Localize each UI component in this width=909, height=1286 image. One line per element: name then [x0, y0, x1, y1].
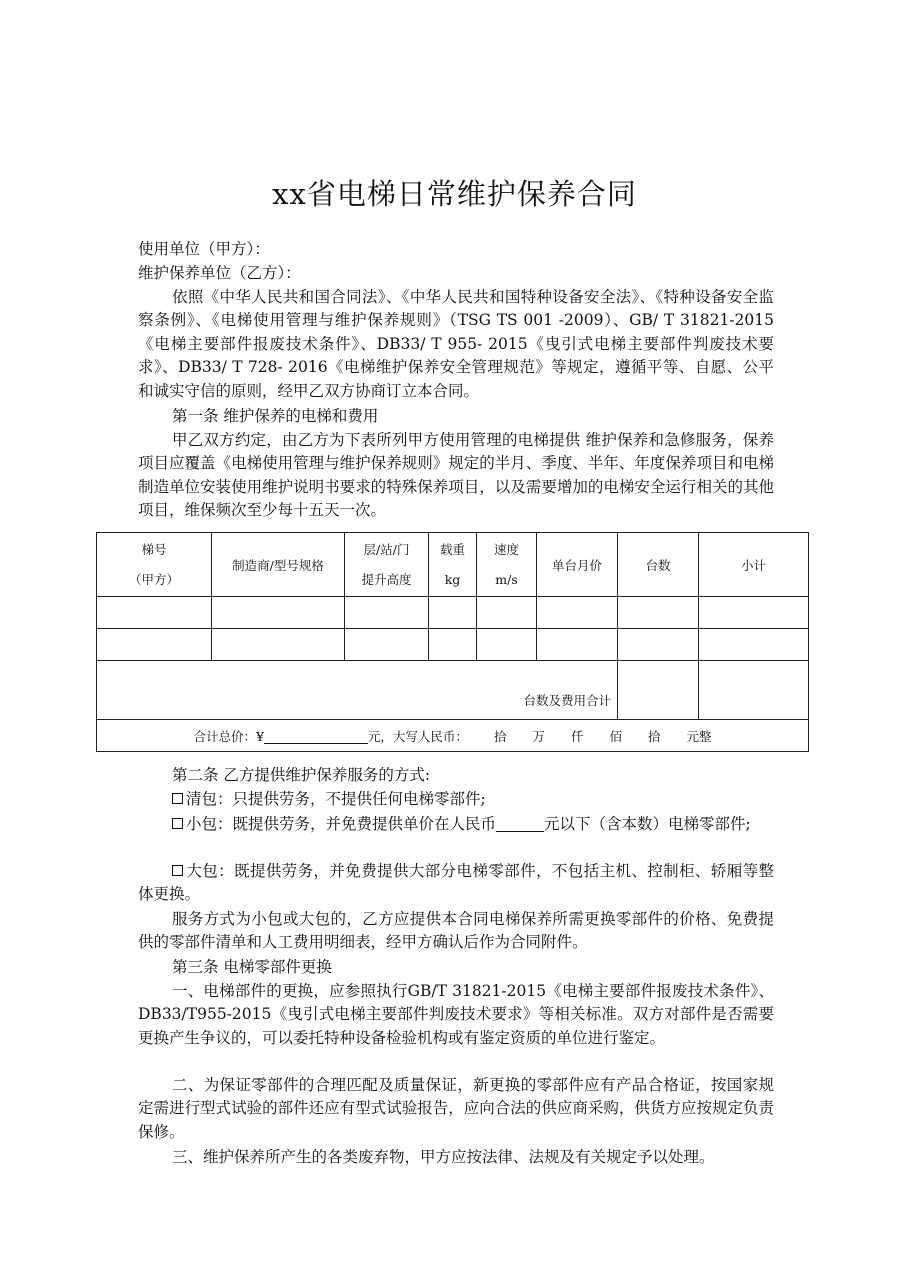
table-row: [97, 629, 809, 661]
summary-label: 台数及费用合计: [97, 661, 618, 720]
table-cell[interactable]: [699, 597, 809, 629]
table-cell[interactable]: [477, 597, 537, 629]
article1-heading: 第一条 维护保养的电梯和费用: [172, 407, 379, 425]
header-count: 台数: [618, 533, 699, 597]
checkbox-icon[interactable]: [172, 818, 183, 829]
total-amount-blank[interactable]: [264, 729, 368, 744]
unit-wan: 万: [532, 728, 545, 744]
article3-p3: 三、维护保养所产生的各类废弃物，甲方应按法律、法规及有关规定予以处理。: [172, 1148, 715, 1166]
elevator-fee-table: [96, 532, 809, 752]
table-cell[interactable]: [618, 629, 699, 661]
table-row: [97, 597, 809, 629]
option-clean-package: 清包：只提供劳务，不提供任何电梯零部件;: [138, 788, 774, 811]
header-manufacturer: 制造商/型号规格: [212, 533, 345, 597]
party-b-line: 维护保养单位（乙方）：: [138, 264, 301, 282]
total-price-cell: 合计总价：¥ 元，大写人民币： 拾 万 仟 佰 拾 元整: [97, 720, 809, 752]
article3-heading: 第三条 电梯零部件更换: [172, 958, 332, 976]
table-header-row: [97, 533, 809, 597]
article3-p1: 一、电梯部件的更换，应参照执行GB/T 31821-2015《电梯主要部件报废技术条件》、DB33/T955-2015《曳引式电梯主要部件判废技术要求》等相关标准。双方对部件是否需要更换产生争议的，可以委托特种设备检验机构或有鉴定资质的单位进行鉴定。: [138, 982, 774, 1047]
option-full-package: 大包：既提供劳务，并免费提供大部分电梯零部件，不包括主机、控制柜、轿厢等整体更换。: [138, 862, 774, 904]
header-floors: 层/站/门 提升高度: [345, 533, 429, 597]
header-load: 载重 kg: [429, 533, 477, 597]
header-elevator-no: 梯号 （甲方）: [97, 533, 212, 597]
price-limit-blank[interactable]: [496, 817, 544, 832]
table-cell[interactable]: [429, 629, 477, 661]
article2-note: 服务方式为小包或大包的，乙方应提供本合同电梯保养所需更换零部件的价格、免费提供的零部件清单和人工费用明细表，经甲方确认后作为合同附件。: [138, 910, 774, 952]
table-cell[interactable]: [212, 629, 345, 661]
option-small-package: 小包：既提供劳务，并免费提供单价在人民币 元以下（含本数）电梯零部件;: [138, 813, 774, 836]
table-cell[interactable]: [345, 629, 429, 661]
unit-bai: 佰: [609, 728, 622, 744]
table-cell[interactable]: [97, 597, 212, 629]
summary-row: [97, 661, 809, 720]
table-cell[interactable]: [537, 597, 618, 629]
table-cell[interactable]: [477, 629, 537, 661]
checkbox-icon[interactable]: [172, 793, 183, 804]
article2-heading: 第二条 乙方提供维护保养服务的方式:: [172, 766, 431, 784]
table-cell[interactable]: [212, 597, 345, 629]
unit-shi: 拾: [493, 728, 507, 744]
table-cell[interactable]: [97, 629, 212, 661]
header-unit-price: 单台月价: [537, 533, 618, 597]
unit-qian: 仟: [570, 728, 584, 744]
article1-body: 甲乙双方约定，由乙方为下表所列甲方使用管理的电梯提供 维护保养和急修服务，保养项目应覆盖《电梯使用管理与维护保养规则》规定的半月、季度、半年、年度保养项目和电梯制造单位安装使用维护说明书要求的特殊保养项目，以及需要增加的电梯安全运行相关的其他项目，维保频次至少每十五天一次。: [138, 431, 774, 520]
table-cell[interactable]: [429, 597, 477, 629]
unit-yuan: 元整: [686, 728, 712, 744]
summary-count-cell[interactable]: [618, 661, 699, 720]
document-title: xx省电梯日常维护保养合同: [272, 177, 637, 211]
party-a-line: 使用单位（甲方）：: [138, 240, 270, 258]
intro-paragraph: 依照《中华人民共和国合同法》、《中华人民共和国特种设备安全法》、《特种设备安全监察条例》、《电梯使用管理与维护保养规则》（TSG TS 001 -2009）、GB/ T 31821-2015《电梯主要部件报废技术条件》、DB33/ T 955- 2015《曳引式电梯主要部件判废技术要求》、DB33/ T 728- 2016《电梯维护保养安全管理规范》等规定，遵循平等、自愿、公平和诚实守信的原则，经甲乙双方协商订立本合同。: [138, 288, 774, 400]
total-row: [97, 720, 809, 752]
header-subtotal: 小计: [699, 533, 809, 597]
article3-p2: 二、为保证零部件的合理匹配及质量保证，新更换的零部件应有产品合格证，按国家规定需进行型式试验的部件还应有型式试验报告，应向合法的供应商采购，供货方应按规定负责保修。: [138, 1076, 774, 1141]
table-cell[interactable]: [537, 629, 618, 661]
checkbox-icon[interactable]: [172, 865, 183, 876]
summary-subtotal-cell[interactable]: [699, 661, 809, 720]
unit-shi-2: 拾: [648, 728, 661, 744]
header-speed: 速度 m/s: [477, 533, 537, 597]
table-cell[interactable]: [618, 597, 699, 629]
table-cell[interactable]: [345, 597, 429, 629]
table-cell[interactable]: [699, 629, 809, 661]
